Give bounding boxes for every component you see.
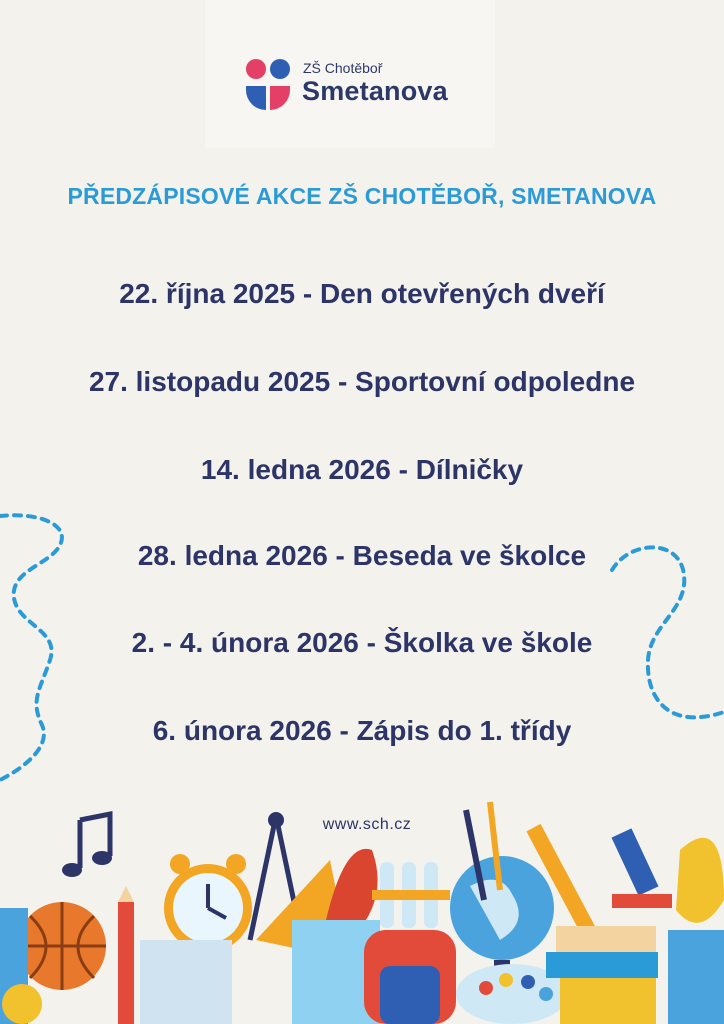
school-supplies-illustration — [0, 790, 724, 1024]
page-headline: PŘEDZÁPISOVÉ AKCE ZŠ CHOTĚBOŘ, SMETANOVA — [67, 183, 657, 209]
event-item: 28. ledna 2026 - Beseda ve školce — [137, 540, 587, 571]
book-right-icon — [668, 930, 724, 1024]
backpack-icon — [364, 930, 456, 1024]
books-icon — [546, 926, 658, 1024]
event-item: 27. listopadu 2025 - Sportovní odpoledne — [88, 366, 636, 397]
basketball-icon — [18, 902, 106, 990]
book-icon — [140, 940, 232, 1024]
event-item: 14. ledna 2026 - Dílničky — [200, 454, 524, 485]
music-note-icon — [62, 814, 112, 877]
pencil-icon — [118, 886, 134, 1024]
event-item: 2. - 4. února 2026 - Školka ve škole — [131, 627, 593, 658]
logo-school-name: Smetanova — [302, 76, 448, 106]
yellow-leaf-icon — [676, 838, 724, 923]
microscope-icon — [612, 828, 672, 908]
event-item: 22. října 2025 - Den otevřených dveří — [119, 278, 605, 309]
website-link[interactable]: www.sch.cz — [322, 816, 412, 833]
event-item: 6. února 2026 - Zápis do 1. třídy — [152, 715, 572, 746]
globe-icon — [450, 856, 554, 982]
logo-school-small-text: ZŠ Chotěboř — [303, 60, 383, 76]
ball-icon — [2, 984, 42, 1024]
test-tubes-icon — [372, 862, 450, 928]
alarm-clock-icon — [164, 854, 252, 952]
